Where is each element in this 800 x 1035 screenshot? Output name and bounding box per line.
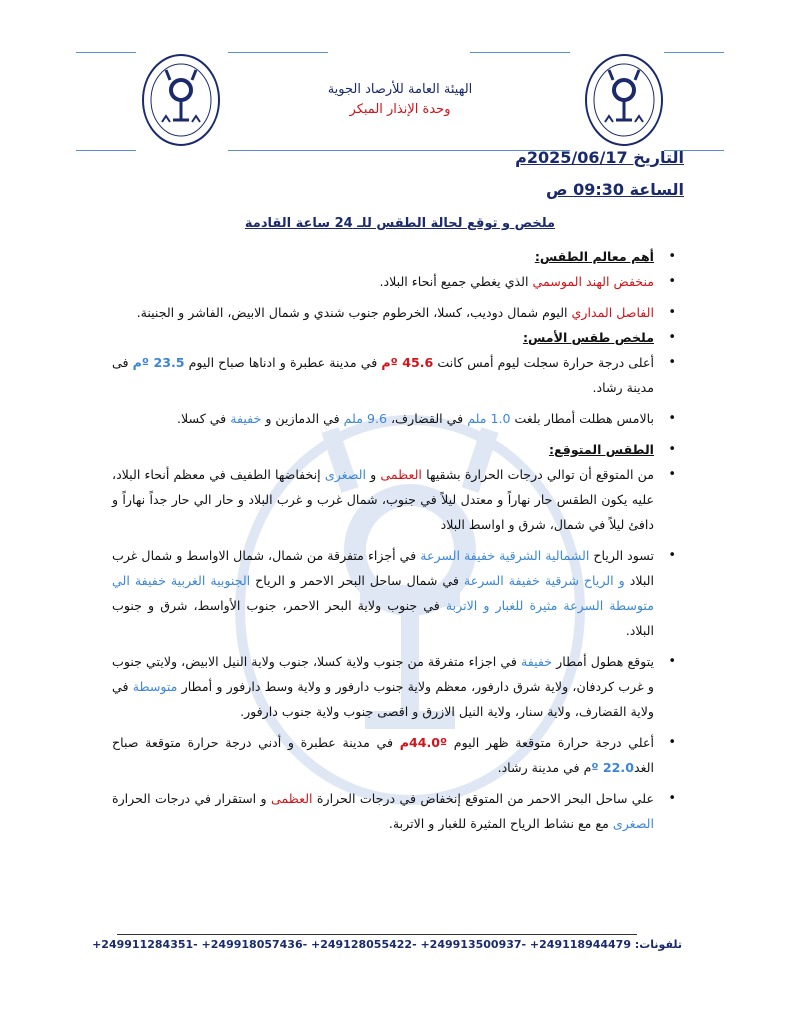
authority-logo-left	[140, 52, 222, 148]
forecast-red-sea-coast: • علي ساحل البحر الاحمر من المتوقع إنخفاض في درجات الحرارة العظمى و استقرار في درجات الحرارة الصغرى مع مع نشاط الرياح المثيرة للغبار و الاتربة.	[112, 786, 682, 836]
top-rule-right-2	[664, 52, 724, 53]
forecast-winds: • تسود الرياح الشمالية الشرقية خفيفة السرعة في أجزاء متفرقة من شمال، شمال الاواسط و شمال غرب البلاد و الرياح شرقية خفيفة السرعة في شمال ساحل البحر الاحمر و الرياح الجنوبية الغربية خفيفة الي متوسطة السرعة مثيرة للغبار و الاتربة في جنوب ولاية البحر الاحمر، جنوب الأواسط، شرق و جنوب البلاد.	[112, 543, 682, 643]
time-label: الساعة 09:30 ص	[545, 180, 684, 199]
section-yesterday-heading: • ملخص طقس الأمس:	[112, 325, 682, 350]
section-forecast-heading: • الطقس المتوقع:	[112, 437, 682, 462]
org-name: الهيئة العامة للأرصاد الجوية	[327, 82, 473, 97]
date-label: التاريخ 2025/06/17م	[515, 148, 684, 167]
top-rule-left-2	[228, 52, 328, 53]
mid-rule-left	[76, 150, 136, 151]
forecast-rain: • يتوقع هطول أمطار خفيفة في اجزاء متفرقة من جنوب ولاية كسلا، جنوب ولاية النيل الابيض، ولايتي جنوب و غرب كردفان، ولاية شرق دارفور، معظم ولاية جنوب دارفور و ولاية وسط دارفور و أمطار متوسطة في ولاية القضارف، ولاية سنار، ولاية النيل الازرق و اقصى جنوب ولاية جنوب دارفور.	[112, 649, 682, 724]
feature-monsoon: • منخفض الهند الموسمي الذي يغطي جميع أنحاء البلاد.	[112, 269, 682, 294]
yesterday-temperature: • أعلى درجة حرارة سجلت ليوم أمس كانت 45.6 ºم في مدينة عطبرة و ادناها صباح اليوم 23.5 ºم فى مدينة رشاد.	[112, 350, 682, 400]
top-rule-right-1	[470, 52, 570, 53]
forecast-extremes: • أعلي درجة حرارة متوقعة ظهر اليوم 44.0ºم في مدينة عطبرة و أدني درجة حرارة متوقعة صباح الغد22.0 ºم في مدينة رشاد.	[112, 730, 682, 780]
phones-label: تلفونات:	[634, 938, 682, 951]
yesterday-rain: • بالامس هطلت أمطار بلغت 1.0 ملم في القضارف، 9.6 ملم في الدمازين و خفيفة في كسلا.	[112, 406, 682, 431]
authority-logo-right	[583, 52, 665, 148]
forecast-temperature-trend: • من المتوقع أن توالي درجات الحرارة بشقيها العظمى و الصغرى إنخفاضها الطفيف في معظم أنحاء البلاد، عليه يكون الطقس حار نهاراً و معتدل ليلاً في جنوب، شمال غرب و غرب البلاد و حار الي حار جداً نهاراً و دافئ ليلاً في شمال، شرق و اواسط البلاد	[112, 462, 682, 537]
org-header	[250, 80, 550, 120]
bulletin-body	[112, 244, 682, 842]
phone-numbers[interactable]: +249911284351- +249918057436- +249128055422- +249913500937- +249118944479	[92, 938, 631, 951]
top-rule-left-1	[76, 52, 136, 53]
page-title: ملخص و توقع لحالة الطقس للـ 24 ساعة القادمة	[244, 216, 556, 231]
footer-rule	[117, 934, 637, 935]
footer-phones	[92, 938, 682, 951]
section-features-heading: • أهم معالم الطقس:	[112, 244, 682, 269]
feature-itcz: • الفاصل المداري اليوم شمال دوديب، كسلا، الخرطوم جنوب شندي و شمال الابيض، الفاشر و الجنينة.	[112, 300, 682, 325]
unit-name: وحدة الإنذار المبكر	[349, 102, 451, 117]
